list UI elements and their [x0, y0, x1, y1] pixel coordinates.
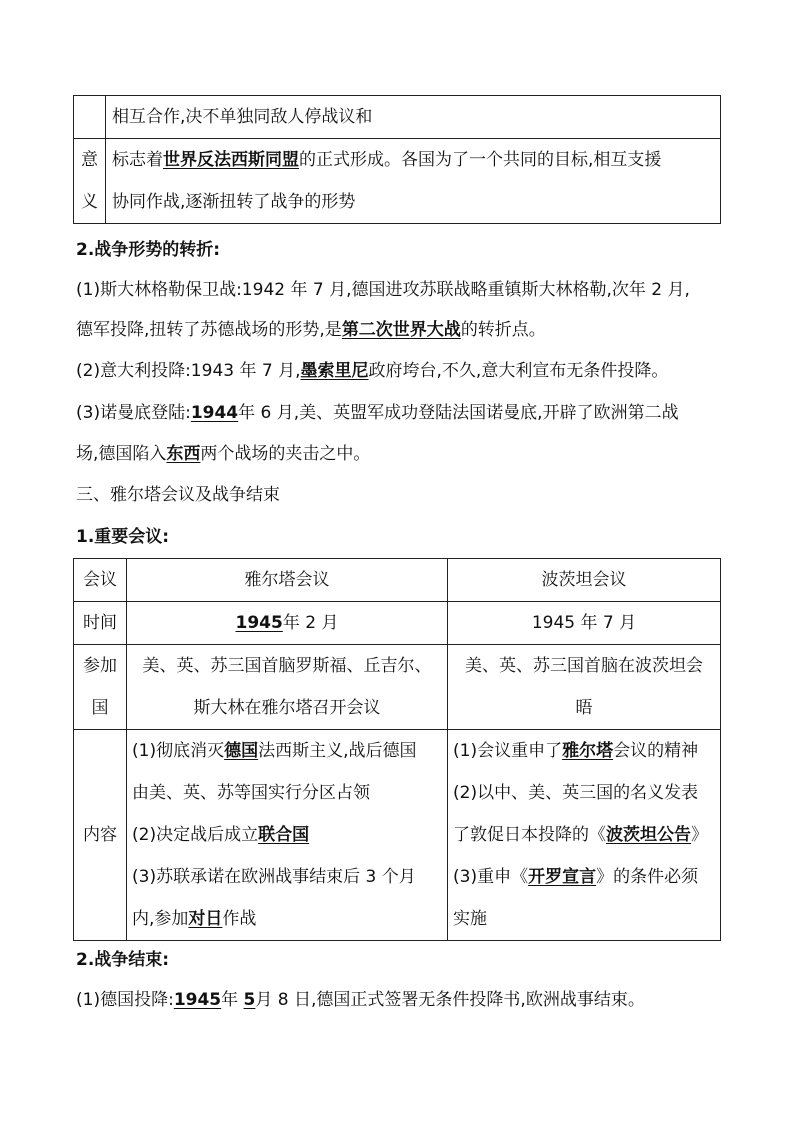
section-heading: 2.战争结束: — [76, 950, 170, 970]
answer-blank: 东西 — [166, 444, 201, 464]
section-heading: 1.重要会议: — [76, 527, 170, 547]
paragraph-line: (3)诺曼底登陆:1944年 6 月,美、英盟军成功登陆法国诺曼底,开辟了欧洲第二战 — [76, 403, 679, 423]
paragraph-line: (1)斯大林格勒保卫战:1942 年 7 月,德国进攻苏联战略重镇斯大林格勒,次年 2 月, — [76, 280, 690, 300]
answer-blank: 1945 — [173, 990, 222, 1010]
section-title: 三、雅尔塔会议及战争结束 — [76, 485, 280, 505]
answer-blank: 墨索里尼 — [300, 361, 369, 381]
answer-blank: 5 — [243, 990, 256, 1010]
paragraph-line: 场,德国陷入东西两个战场的夹击之中。 — [76, 444, 371, 464]
table-cell: 相互合作,决不单独同敌人停战议和 — [106, 96, 721, 139]
row-label: 时间 — [74, 602, 127, 645]
row-label: 参加 国 — [74, 645, 127, 730]
paragraph-line: 德军投降,扭转了苏德战场的形势,是第二次世界大战的转折点。 — [76, 320, 546, 340]
table-row — [74, 602, 721, 645]
paragraph-line: (1)德国投降:1945年 5月 8 日,德国正式签署无条件投降书,欧洲战事结束。 — [76, 990, 645, 1010]
answer-blank: 开罗宣言 — [528, 867, 597, 887]
section-heading: 2.战争形势的转折: — [76, 240, 221, 260]
table-label-cell: 意义 — [74, 139, 106, 224]
table-row — [74, 139, 721, 224]
answer-blank: 1944 — [190, 403, 239, 423]
answer-blank: 对日 — [188, 909, 223, 929]
table-label-cell — [74, 96, 106, 139]
table-cell: 美、英、苏三国首脑罗斯福、丘吉尔、 斯大林在雅尔塔召开会议 — [127, 645, 448, 730]
table-header-row — [74, 559, 721, 602]
answer-blank: 联合国 — [258, 825, 310, 845]
answer-blank: 第二次世界大战 — [341, 320, 461, 340]
table-cell: 1945 年 7 月 — [448, 602, 721, 645]
table-cell: 标志着世界反法西斯同盟的正式形成。各国为了一个共同的目标,相互支援 协同作战,逐渐扭转了战争的形势 — [106, 139, 721, 224]
conference-table — [73, 558, 721, 941]
answer-blank: 波茨坦公告 — [606, 825, 691, 845]
header-cell: 波茨坦会议 — [448, 559, 721, 602]
answer-blank: 德国 — [224, 741, 259, 761]
table-row — [74, 96, 721, 139]
header-cell: 会议 — [74, 559, 127, 602]
alliance-table — [73, 95, 721, 224]
row-label: 内容 — [74, 730, 127, 941]
answer-blank: 1945 — [235, 613, 283, 633]
paragraph-line: (2)意大利投降:1943 年 7 月,墨索里尼政府垮台,不久,意大利宣布无条件投降。 — [76, 361, 669, 381]
table-row — [74, 730, 721, 941]
header-cell: 雅尔塔会议 — [127, 559, 448, 602]
table-cell: (1)会议重申了雅尔塔会议的精神 (2)以中、美、英三国的名义发表 了敦促日本投降的《波茨坦公告》 (3)重申《开罗宣言》的条件必须 实施 — [448, 730, 721, 941]
table-cell: 1945年 2 月 — [127, 602, 448, 645]
answer-blank: 世界反法西斯同盟 — [163, 150, 299, 170]
table-cell: (1)彻底消灭德国法西斯主义,战后德国 由美、英、苏等国实行分区占领 (2)决定战后成立联合国 (3)苏联承诺在欧洲战事结束后 3 个月 内,参加对日作战 — [127, 730, 448, 941]
table-cell: 美、英、苏三国首脑在波茨坦会 晤 — [448, 645, 721, 730]
answer-blank: 雅尔塔 — [562, 741, 614, 761]
table-row — [74, 645, 721, 730]
